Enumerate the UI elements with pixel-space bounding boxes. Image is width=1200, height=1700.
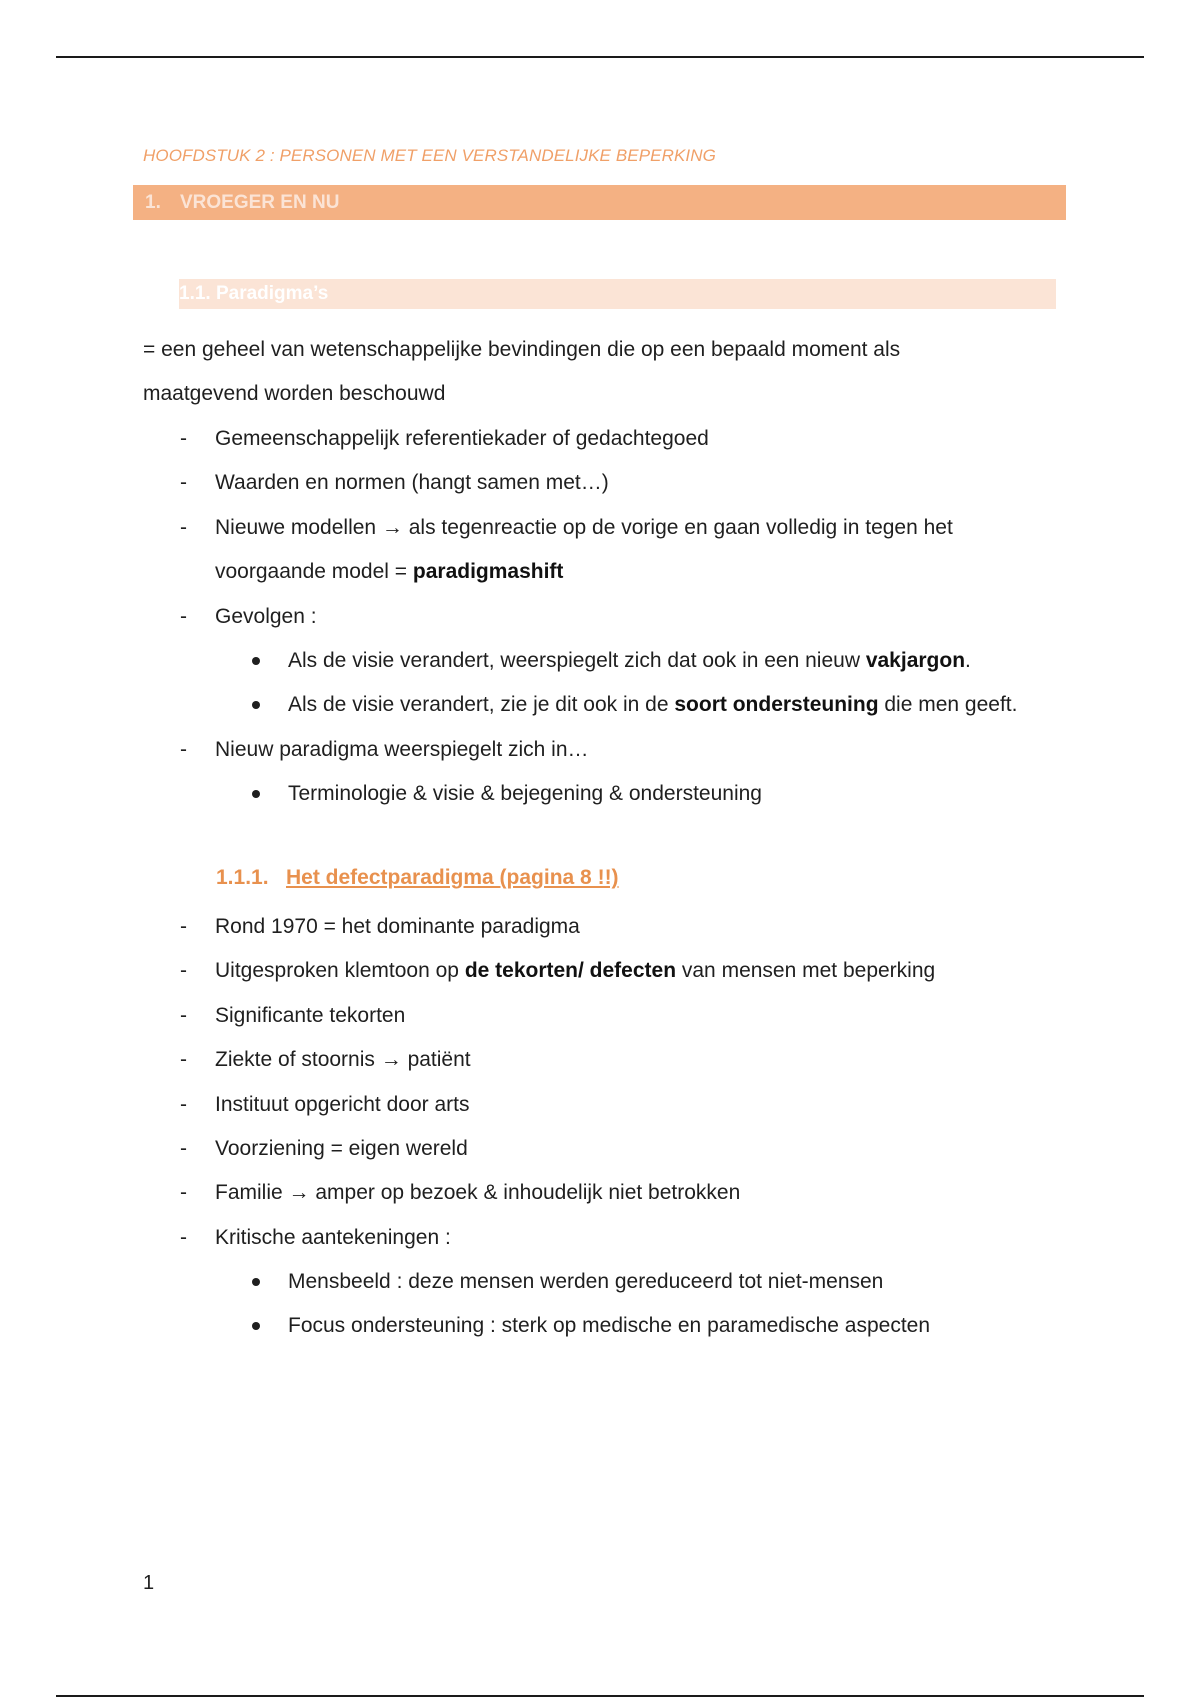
list-item: Familie → amper op bezoek & inhoudelijk niet betrokken xyxy=(215,1181,741,1204)
list-dash: - xyxy=(180,427,187,450)
list-item: Waarden en normen (hangt samen met…) xyxy=(215,471,609,494)
text-run: . xyxy=(965,649,971,672)
chapter-title: HOOFDSTUK 2 : PERSONEN MET EEN VERSTANDELIJKE BEPERKING xyxy=(143,146,716,165)
text-run: Als de visie verandert, weerspiegelt zich dat ook in een nieuw xyxy=(288,649,866,672)
bullet-dot xyxy=(252,790,260,798)
sub-list-item: Focus ondersteuning : sterk op medische en paramedische aspecten xyxy=(288,1314,931,1337)
heading-1-number: 1. xyxy=(145,192,161,213)
heading-2-text: 1.1. Paradigma’s xyxy=(179,283,329,304)
list-item: Voorziening = eigen wereld xyxy=(215,1137,468,1160)
header-rule xyxy=(56,56,1144,58)
bold-term: de tekorten/ defecten xyxy=(464,959,677,982)
bullet-dot xyxy=(252,1278,260,1286)
list-item: Ziekte of stoornis → patiënt xyxy=(215,1048,471,1071)
heading-3-number: 1.1.1. xyxy=(216,866,269,889)
list-item xyxy=(215,959,935,983)
list-dash: - xyxy=(180,738,187,761)
list-dash: - xyxy=(180,959,187,982)
bold-term: paradigmashift xyxy=(412,560,564,583)
list-dash: - xyxy=(180,1181,187,1204)
bullet-dot xyxy=(252,657,260,665)
list-item: Gevolgen : xyxy=(215,605,317,628)
list-dash: - xyxy=(180,1004,187,1027)
heading-2-bar xyxy=(179,279,1056,309)
text-run: Uitgesproken klemtoon op xyxy=(215,959,465,982)
list-item: Gemeenschappelijk referentiekader of gedachtegoed xyxy=(215,427,709,450)
footer-rule xyxy=(56,1695,1144,1697)
bullet-dot xyxy=(252,1322,260,1330)
bold-term: vakjargon xyxy=(865,649,966,672)
list-dash: - xyxy=(180,471,187,494)
heading-1-text: VROEGER EN NU xyxy=(180,192,340,213)
heading-1-bar xyxy=(133,185,1066,220)
text-run: voorgaande model = xyxy=(215,560,413,583)
list-item-continuation xyxy=(215,560,563,584)
list-dash: - xyxy=(180,1093,187,1116)
list-item: Nieuwe modellen → als tegenreactie op de vorige en gaan volledig in tegen het xyxy=(215,516,953,539)
sub-list-item: Terminologie & visie & bejegening & ondersteuning xyxy=(288,782,762,805)
list-item: Significante tekorten xyxy=(215,1004,406,1027)
sub-list-item: Mensbeeld : deze mensen werden gereduceerd tot niet-mensen xyxy=(288,1270,884,1293)
list-item: Nieuw paradigma weerspiegelt zich in… xyxy=(215,738,589,761)
list-dash: - xyxy=(180,1137,187,1160)
bold-term: soort ondersteuning xyxy=(674,693,879,716)
definition-line-1: = een geheel van wetenschappelijke bevindingen die op een bepaald moment als xyxy=(143,338,901,361)
list-dash: - xyxy=(180,1048,187,1071)
text-run: die men geeft. xyxy=(878,693,1018,716)
list-dash: - xyxy=(180,1226,187,1249)
definition-line-2: maatgevend worden beschouwd xyxy=(143,382,446,405)
bullet-dot xyxy=(252,701,260,709)
heading-3-title: Het defectparadigma (pagina 8 !!) xyxy=(286,866,619,889)
list-dash: - xyxy=(180,915,187,938)
list-item: Rond 1970 = het dominante paradigma xyxy=(215,915,580,938)
page-number: 1 xyxy=(143,1572,155,1594)
sub-list-item xyxy=(288,693,1017,717)
list-item: Instituut opgericht door arts xyxy=(215,1093,470,1116)
sub-list-item xyxy=(288,649,971,673)
list-dash: - xyxy=(180,516,187,539)
text-run: van mensen met beperking xyxy=(676,959,936,982)
list-item: Kritische aantekeningen : xyxy=(215,1226,451,1249)
list-dash: - xyxy=(180,605,187,628)
text-run: Als de visie verandert, zie je dit ook in de xyxy=(288,693,675,716)
